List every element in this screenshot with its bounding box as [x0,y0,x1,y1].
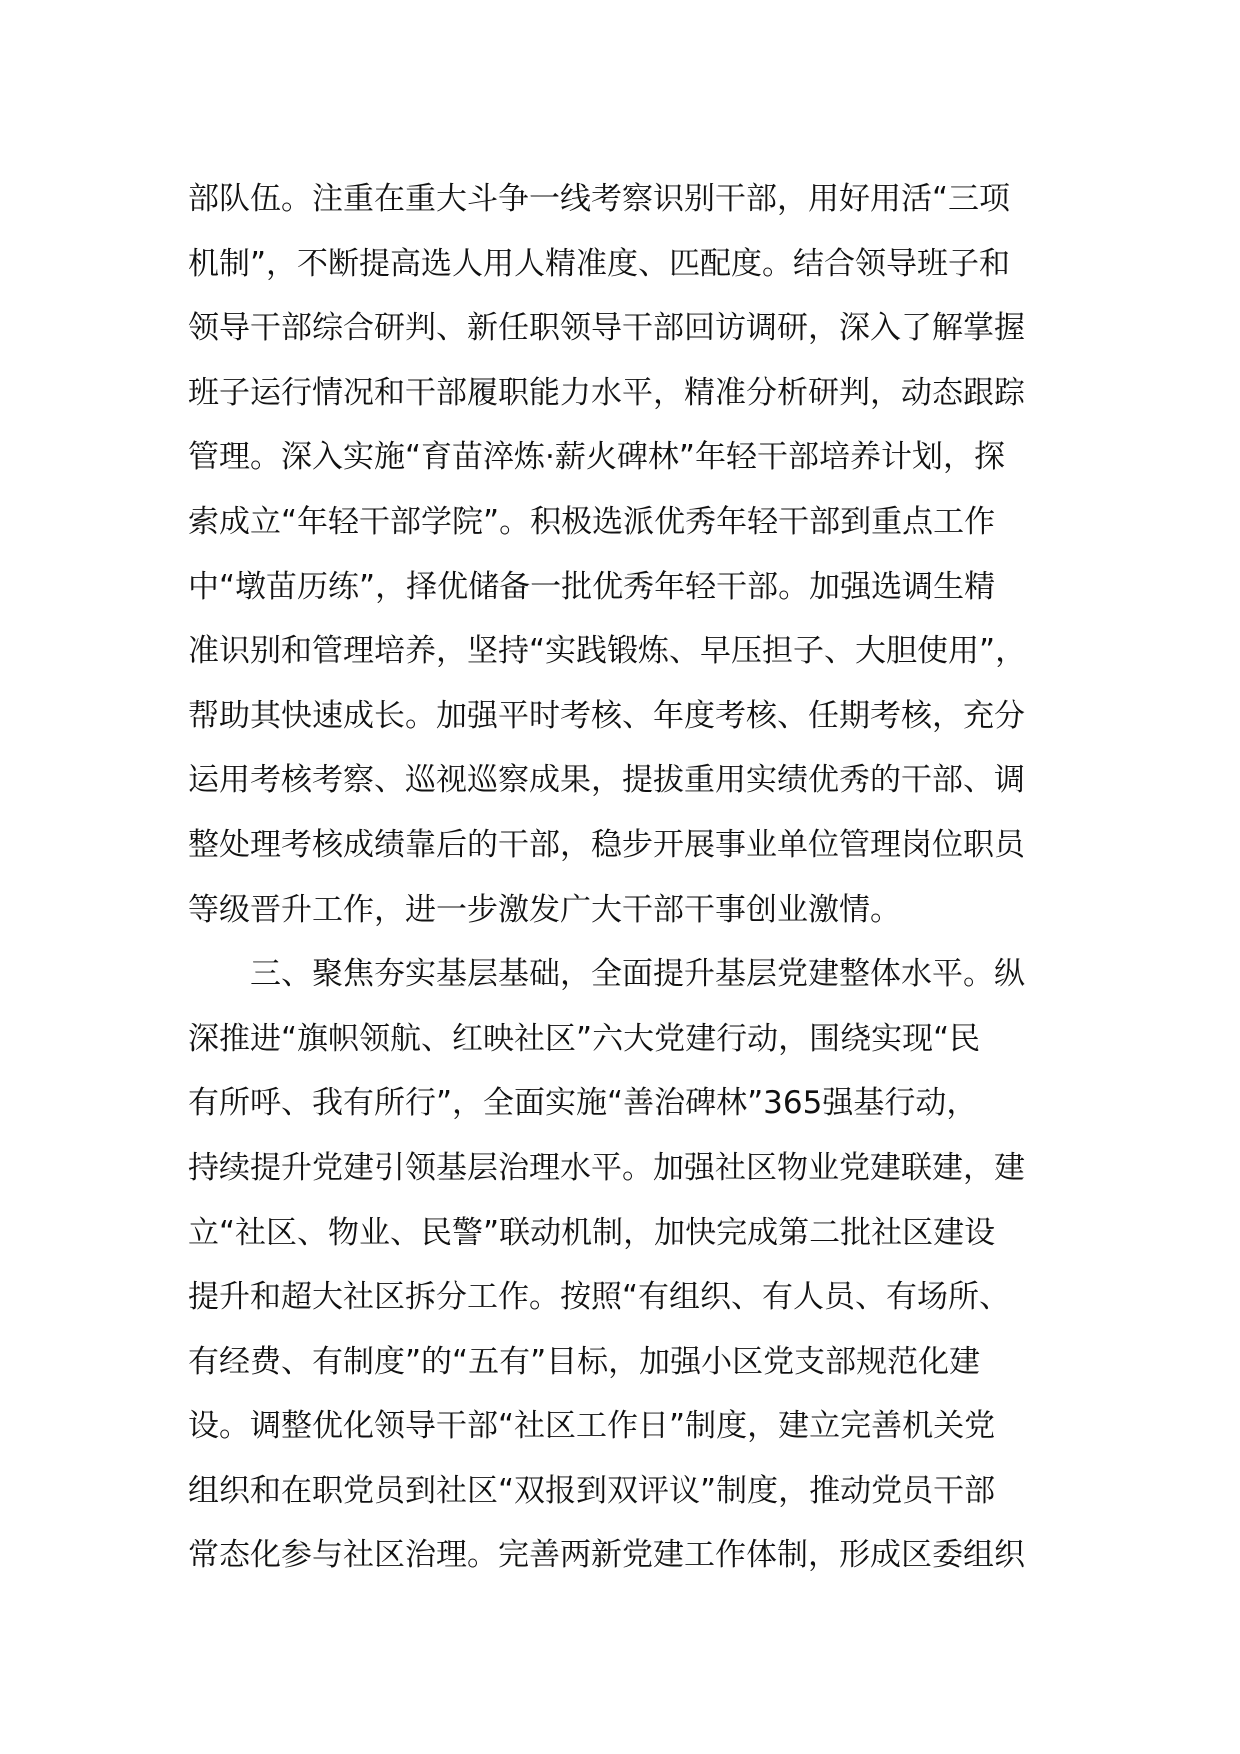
document-body [188,167,1088,1588]
text-line: 提升和超大社区拆分工作。按照“有组织、有人员、有场所、 [188,1279,1011,1316]
text-line: 管理。深入实施“育苗淬炼·薪火碑林”年轻干部培养计划，探 [188,439,1005,476]
text-line: 设。调整优化领导干部“社区工作日”制度，建立完善机关党 [188,1408,996,1445]
text-line: 领导干部综合研判、新任职领导干部回访调研，深入了解掌握 [188,310,1025,347]
text-line: 部队伍。注重在重大斗争一线考察识别干部，用好用活“三项 [188,181,1011,217]
text-line: 班子运行情况和干部履职能力水平，精准分析研判，动态跟踪 [188,374,1025,411]
text-line: 整处理考核成绩靠后的干部，稳步开展事业单位管理岗位职员 [188,826,1025,863]
text-line: 机制”，不断提高选人用人精准度、匹配度。结合领导班子和 [188,245,1011,282]
text-line: 中“墩苗历练”，择优储备一批优秀年轻干部。加强选调生精 [188,568,996,605]
text-line: 组织和在职党员到社区“双报到双评议”制度，推动党员干部 [188,1472,996,1509]
text-line: 等级晋升工作，进一步激发广大干部干事创业激情。 [188,891,901,928]
text-line: 深推进“旗帜领航、红映社区”六大党建行动，围绕实现“民 [188,1020,981,1057]
text-line: 有所呼、我有所行”，全面实施“善治碑林”365强基行动， [188,1085,978,1122]
text-line: 索成立“年轻干部学院”。积极选派优秀年轻干部到重点工作 [188,503,996,540]
text-line: 帮助其快速成长。加强平时考核、年度考核、任期考核，充分 [188,697,1025,734]
section-heading-line: 三、聚焦夯实基层基础，全面提升基层党建整体水平。纵 [250,956,1025,993]
text-line: 持续提升党建引领基层治理水平。加强社区物业党建联建，建 [188,1149,1025,1186]
text-line: 有经费、有制度”的“五有”目标，加强小区党支部规范化建 [188,1343,981,1380]
text-line: 立“社区、物业、民警”联动机制，加快完成第二批社区建设 [188,1214,996,1251]
text-line: 常态化参与社区治理。完善两新党建工作体制，形成区委组织 [188,1537,1025,1574]
text-line: 运用考核考察、巡视巡察成果，提拔重用实绩优秀的干部、调 [188,762,1025,799]
text-line: 准识别和管理培养，坚持“实践锻炼、早压担子、大胆使用”， [188,633,1027,670]
